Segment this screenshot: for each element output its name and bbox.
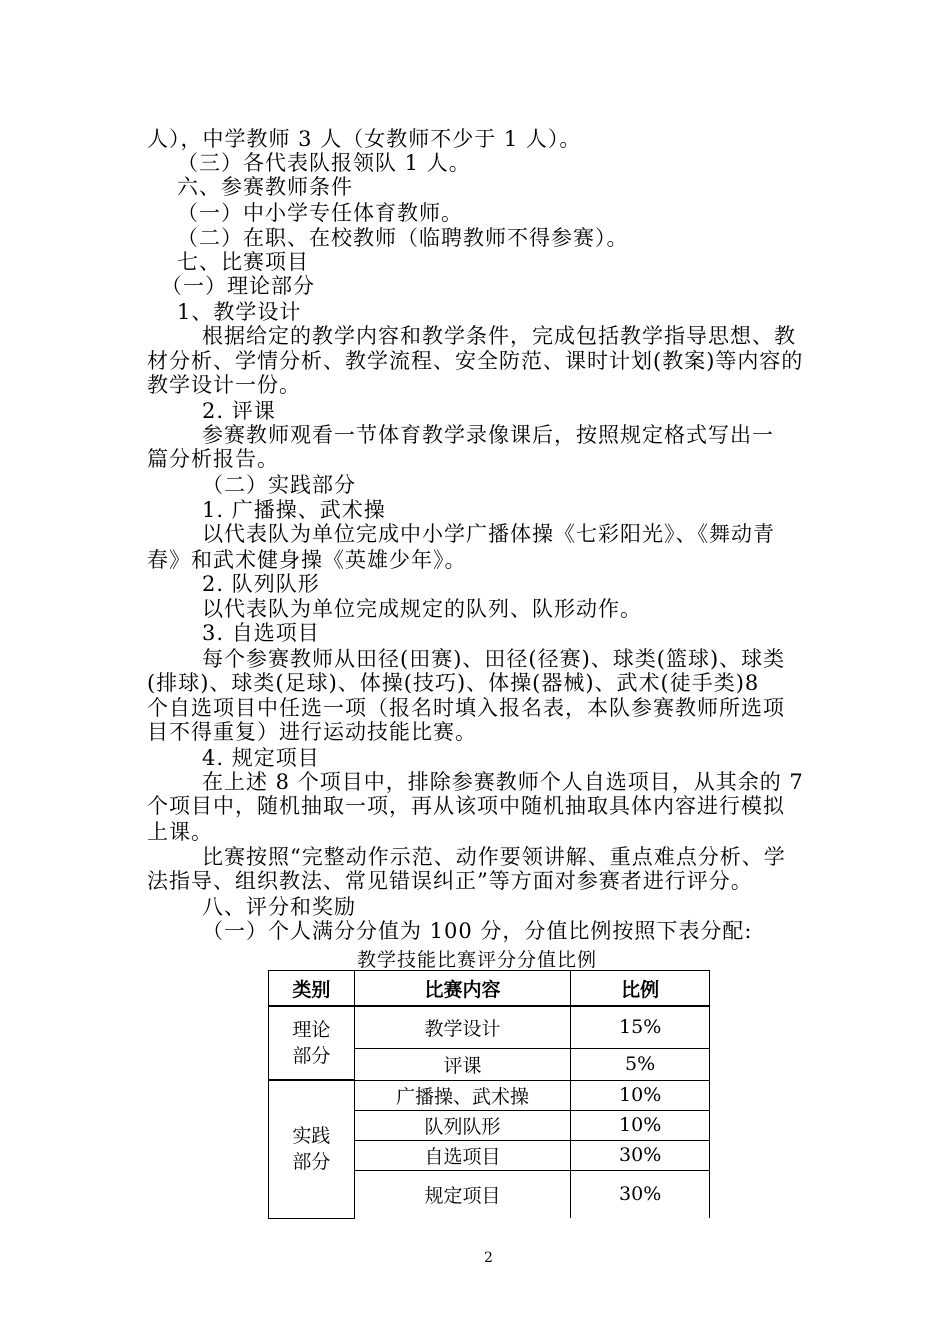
header-category: 类别 xyxy=(269,971,355,1007)
text-line: 参赛教师观看一节体育教学录像课后，按照规定格式写出一 xyxy=(202,423,774,447)
text-line: 以代表队为单位完成中小学广播体操《七彩阳光》、《舞动青 xyxy=(202,522,775,546)
text-line: 每个参赛教师从田径(田赛)、田径(径赛)、球类(篮球)、球类 xyxy=(202,647,786,671)
item-heading: 1、教学设计 xyxy=(177,300,302,324)
item-heading: 2. 评课 xyxy=(202,399,276,423)
table-header-row xyxy=(269,971,710,1007)
content-cell: 评课 xyxy=(354,1048,570,1080)
subsection-heading: （二）实践部分 xyxy=(202,473,356,497)
text-line: （一）中小学专任体育教师。 xyxy=(177,201,463,225)
content-cell: 教学设计 xyxy=(354,1006,570,1048)
section-heading: 七、比赛项目 xyxy=(177,250,309,274)
section-heading: 六、参赛教师条件 xyxy=(177,175,353,199)
text-line: 目不得重复）进行运动技能比赛。 xyxy=(147,720,477,744)
subsection-heading: （一）理论部分 xyxy=(161,274,315,298)
item-heading: 2. 队列队形 xyxy=(202,572,320,596)
score-table xyxy=(268,970,710,1219)
ratio-cell: 15% xyxy=(571,1006,710,1048)
text-line: 法指导、组织教法、常见错误纠正”等方面对参赛者进行评分。 xyxy=(147,869,753,893)
text-line: 春》和武术健身操《英雄少年》。 xyxy=(147,548,467,572)
text-line: （一）个人满分分值为 100 分，分值比例按照下表分配: xyxy=(202,919,753,943)
table-row xyxy=(269,1080,710,1110)
header-content: 比赛内容 xyxy=(354,971,570,1007)
text-line: 在上述 8 个项目中，排除参赛教师个人自选项目，从其余的 7 xyxy=(202,770,804,794)
content-cell: 队列队形 xyxy=(354,1110,570,1140)
text-line: 比赛按照“完整动作示范、动作要领讲解、重点难点分析、学 xyxy=(202,845,786,869)
item-heading: 4. 规定项目 xyxy=(202,746,320,770)
text-line: 人），中学教师 3 人（女教师不少于 1 人）。 xyxy=(147,127,582,151)
content-cell: 规定项目 xyxy=(354,1170,570,1218)
ratio-cell: 30% xyxy=(571,1170,710,1218)
text-line: 篇分析报告。 xyxy=(147,447,279,471)
text-line: 根据给定的教学内容和教学条件，完成包括教学指导思想、教 xyxy=(202,324,796,348)
ratio-cell: 10% xyxy=(571,1080,710,1110)
header-ratio: 比例 xyxy=(571,971,710,1007)
category-cell: 理论 部分 xyxy=(269,1006,355,1080)
item-heading: 3. 自选项目 xyxy=(202,621,320,645)
ratio-cell: 30% xyxy=(571,1140,710,1170)
table-caption: 教学技能比赛评分分值比例 xyxy=(357,949,598,971)
section-heading: 八、评分和奖励 xyxy=(202,895,356,919)
item-heading: 1. 广播操、武术操 xyxy=(202,498,386,522)
page-number: 2 xyxy=(484,1250,493,1266)
content-cell: 自选项目 xyxy=(354,1140,570,1170)
text-line: （三）各代表队报领队 1 人。 xyxy=(177,151,471,175)
text-line: 个自选项目中任选一项（报名时填入报名表，本队参赛教师所选项 xyxy=(147,696,785,720)
category-cell: 实践 部分 xyxy=(269,1080,355,1218)
text-line: 教学设计一份。 xyxy=(147,373,301,397)
ratio-cell: 10% xyxy=(571,1110,710,1140)
text-line: 以代表队为单位完成规定的队列、队形动作。 xyxy=(202,597,642,621)
text-line: (排球)、球类(足球)、体操(技巧)、体操(器械)、武术(徒手类)8 xyxy=(147,671,760,695)
text-line: （二）在职、在校教师（临聘教师不得参赛）。 xyxy=(177,226,629,250)
table-row xyxy=(269,1006,710,1048)
text-line: 材分析、学情分析、教学流程、安全防范、课时计划(教案)等内容的 xyxy=(147,349,804,373)
text-line: 个项目中，随机抽取一项，再从该项中随机抽取具体内容进行模拟 xyxy=(147,794,785,818)
ratio-cell: 5% xyxy=(571,1048,710,1080)
text-line: 上课。 xyxy=(147,820,213,844)
content-cell: 广播操、武术操 xyxy=(354,1080,570,1110)
